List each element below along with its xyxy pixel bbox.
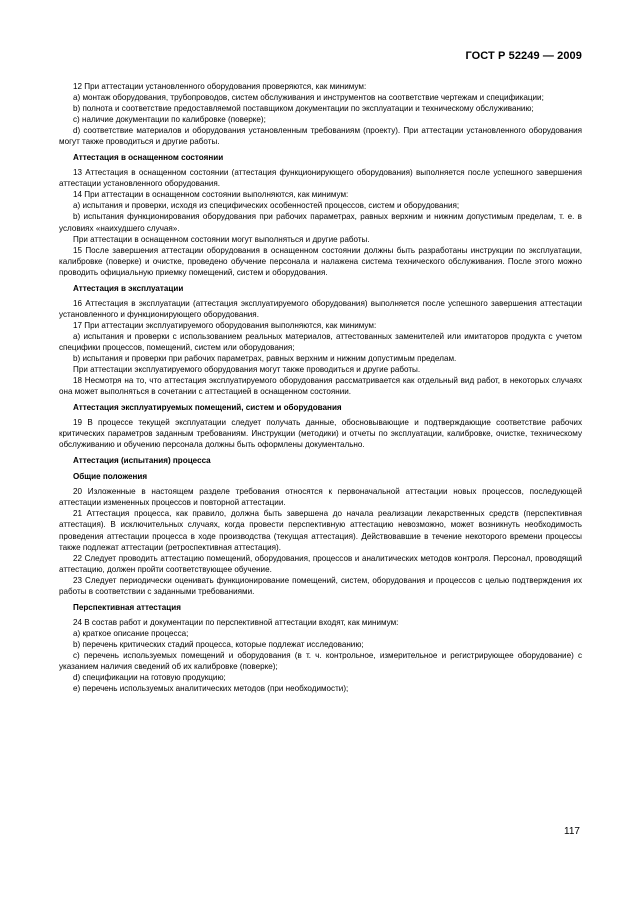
section-block-6 bbox=[59, 617, 582, 694]
paragraph: b) перечень критических стадий процесса, которые подлежат исследованию; bbox=[73, 639, 364, 649]
paragraph: 16 Аттестация в эксплуатации (аттестация эксплуатируемого оборудования) выполняется после успешного завершения аттестации установленного и функционирующего оборудования. bbox=[59, 298, 582, 319]
paragraph: 12 При аттестации установленного оборудования проверяются, как минимум: bbox=[73, 82, 367, 91]
paragraph: с) наличие документации по калибровке (поверке); bbox=[73, 115, 266, 125]
document-body bbox=[59, 81, 582, 694]
section-block-1 bbox=[59, 81, 582, 147]
paragraph: d) соответствие материалов и оборудования установленным требованиям (проекту). При аттестации установленного оборудования могут также проводиться и другие работы. bbox=[59, 126, 582, 147]
section-block-4 bbox=[59, 417, 582, 450]
paragraph: b) испытания функционирования оборудования при рабочих параметрах, равных верхним и нижним допустимым пределам, т. е. в условиях «наихудшего случая». bbox=[59, 212, 582, 233]
paragraph: 15 После завершения аттестации оборудования в оснащенном состоянии должны быть разработаны инструкции по эксплуатации, калибровке (поверке) и очистке, проведено обучение персонала и налажена система технического обслуживания. После этого можно проводить официальную приемку помещений, систем и оборудования. bbox=[59, 245, 582, 277]
section-heading: Аттестация эксплуатируемых помещений, систем и оборудования bbox=[73, 403, 342, 413]
paragraph: При аттестации в оснащенном состоянии могут выполняться и другие работы. bbox=[73, 234, 370, 244]
paragraph: При аттестации эксплуатируемого оборудования могут также проводиться и другие работы. bbox=[73, 365, 421, 375]
paragraph: 23 Следует периодически оценивать функционирование помещений, систем, оборудования и процессов с целью подтверждения их работы в соответствии с заданными требованиями. bbox=[59, 575, 582, 596]
paragraph: а) краткое описание процесса; bbox=[73, 628, 189, 638]
paragraph: 19 В процессе текущей эксплуатации следует получать данные, обосновывающие и подтверждающие соответствие рабочих критических параметров заданным требованиям. Инструкции (методики) и отчеты по эксплуатации, калибровке, очистке, техническому обслуживанию и обучению персонала должны быть оформлены документально. bbox=[59, 418, 582, 450]
paragraph: b) полнота и соответствие предоставляемой поставщиком документации по эксплуатации и техническому обслуживанию; bbox=[73, 104, 534, 114]
section-heading: Аттестация (испытания) процесса bbox=[73, 456, 211, 466]
subsection-heading: Перспективная аттестация bbox=[73, 602, 181, 612]
paragraph: 18 Несмотря на то, что аттестация эксплуатируемого оборудования рассматривается как отдельный вид работ, в некоторых случаях она может выполняться в сочетании с аттестацией в оснащенном состоянии. bbox=[59, 376, 582, 397]
paragraph: а) монтаж оборудования, трубопроводов, систем обслуживания и инструментов на соответствие чертежам и спецификации; bbox=[73, 93, 544, 103]
section-heading: Аттестация в оснащенном состоянии bbox=[73, 153, 224, 163]
paragraph: 14 При аттестации в оснащенном состоянии выполняются, как минимум: bbox=[73, 190, 349, 200]
paragraph: 17 При аттестации эксплуатируемого оборудования выполняются, как минимум: bbox=[73, 320, 377, 330]
paragraph: 13 Аттестация в оснащенном состоянии (аттестация функционирующего оборудования) выполняется после успешного завершения аттестации установленного оборудования. bbox=[59, 168, 582, 189]
subsection-heading: Общие положения bbox=[73, 472, 148, 482]
paragraph: 20 Изложенные в настоящем разделе требования относятся к первоначальной аттестации новых процессов, последующей аттестации измененных процессов и повторной аттестации. bbox=[59, 487, 582, 508]
section-block-2 bbox=[59, 167, 582, 277]
paragraph: е) перечень используемых аналитических методов (при необходимости); bbox=[73, 684, 349, 694]
page-number: 117 bbox=[564, 826, 580, 837]
paragraph: а) испытания и проверки с использованием реальных материалов, аттестованных заменителей или имитаторов продукта с учетом специфики процессов, помещений, систем или оборудования; bbox=[59, 331, 582, 352]
standard-header: ГОСТ Р 52249 — 2009 bbox=[465, 50, 582, 62]
paragraph: 22 Следует проводить аттестацию помещений, оборудования, процессов и аналитических методов контроля. Персонал, проводящий аттестацию, должен пройти соответствующее обучение. bbox=[59, 553, 582, 574]
section-heading: Аттестация в эксплуатации bbox=[73, 283, 184, 293]
section-block-3 bbox=[59, 298, 582, 397]
paragraph: 24 В состав работ и документации по перспективной аттестации входят, как минимум: bbox=[73, 617, 399, 627]
paragraph: b) испытания и проверки при рабочих параметрах, равных верхним и нижним допустимым пределам. bbox=[73, 353, 457, 363]
paragraph: с) перечень используемых помещений и оборудования (в т. ч. контрольное, измерительное и регистрирующее оборудование) с указанием наличия сведений об их калибровке (поверке); bbox=[59, 650, 582, 671]
paragraph: а) испытания и проверки, исходя из специфических особенностей процессов, систем и оборудования; bbox=[73, 201, 460, 211]
paragraph: d) спецификации на готовую продукцию; bbox=[73, 673, 226, 683]
section-block-5 bbox=[59, 486, 582, 596]
paragraph: 21 Аттестация процесса, как правило, должна быть завершена до начала реализации лекарственных средств (перспективная аттестация). В исключительных случаях, когда провести перспективную аттестацию невозможно, может возникнуть необходимость проведения аттестации процесса в ходе производства (текущая аттестация). Действовавшие в течение некоторого времени процессы также подлежат аттестации (ретроспективная аттестация). bbox=[59, 509, 582, 552]
